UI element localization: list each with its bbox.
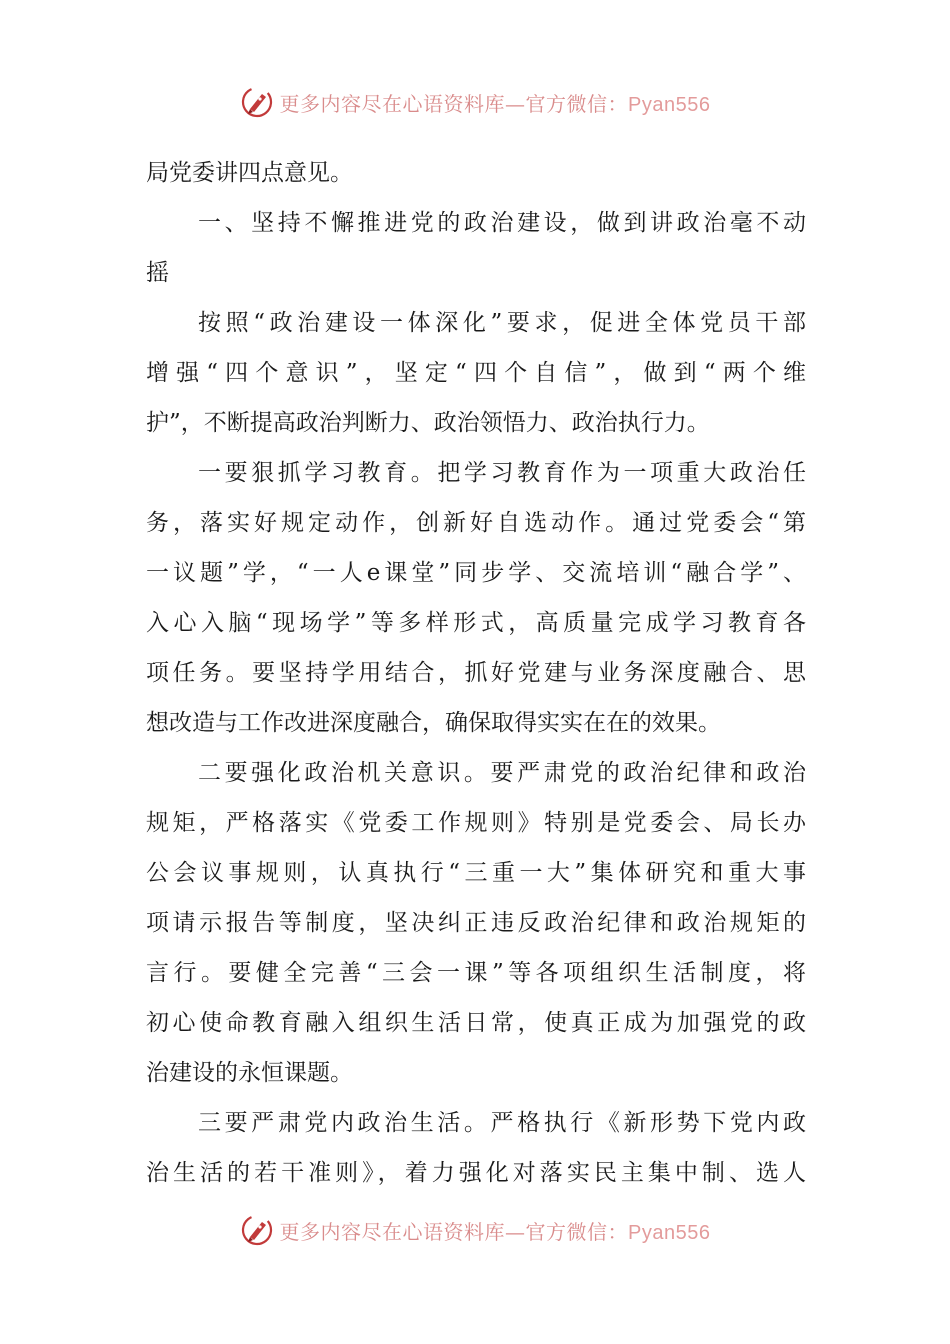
footer-watermark	[0, 1210, 950, 1250]
pen-nib-logo-icon	[240, 85, 274, 119]
text-line-content: 一议题”学，“一人e课堂”同步学、交流培训“融合学”、	[146, 560, 806, 586]
watermark-text: 更多内容尽在心语资料库—官方微信：Pyan556	[279, 91, 711, 116]
text-line-content: 项任务。要坚持学用结合，抓好党建与业务深度融合、思	[146, 660, 806, 686]
text-line-content: 一、坚持不懈推进党的政治建设，做到讲政治毫不动	[198, 210, 806, 236]
watermark-text: 更多内容尽在心语资料库—官方微信：Pyan556	[279, 1219, 711, 1244]
text-line	[146, 798, 806, 848]
text-line-content: 想改造与工作改进深度融合，确保取得实实在在的效果。	[146, 710, 721, 736]
text-line	[146, 498, 806, 548]
text-line-content: 一要狠抓学习教育。把学习教育作为一项重大政治任	[198, 460, 806, 486]
text-line-content: 三要严肃党内政治生活。严格执行《新形势下党内政	[198, 1110, 806, 1136]
text-line	[146, 998, 806, 1048]
text-line	[146, 848, 806, 898]
text-line	[146, 298, 806, 348]
text-line	[146, 448, 806, 498]
text-line-content: 摇	[146, 260, 169, 286]
text-line	[146, 148, 806, 198]
text-line-content: 局党委讲四点意见。	[146, 160, 353, 186]
document-body	[146, 148, 806, 1198]
text-line	[146, 1048, 806, 1098]
text-line	[146, 198, 806, 248]
text-line-content: 按照“政治建设一体深化”要求，促进全体党员干部	[198, 310, 806, 336]
text-line-content: 护”，不断提高政治判断力、政治领悟力、政治执行力。	[146, 410, 710, 436]
text-line	[146, 548, 806, 598]
text-line	[146, 898, 806, 948]
text-line-content: 公会议事规则，认真执行“三重一大”集体研究和重大事	[146, 860, 806, 886]
text-line	[146, 398, 806, 448]
text-line-content: 规矩，严格落实《党委工作规则》特别是党委会、局长办	[146, 810, 806, 836]
text-line	[146, 348, 806, 398]
text-line	[146, 1098, 806, 1148]
text-line-content: 初心使命教育融入组织生活日常，使真正成为加强党的政	[146, 1010, 806, 1036]
pen-nib-logo-icon	[240, 1213, 274, 1247]
header-watermark	[0, 82, 950, 122]
text-line-content: 入心入脑“现场学”等多样形式，高质量完成学习教育各	[146, 610, 806, 636]
text-line	[146, 948, 806, 998]
text-line-content: 增强“四个意识”，坚定“四个自信”，做到“两个维	[146, 360, 806, 386]
text-line	[146, 248, 806, 298]
text-line	[146, 748, 806, 798]
text-line	[146, 1148, 806, 1198]
text-line	[146, 648, 806, 698]
text-line	[146, 698, 806, 748]
text-line-content: 项请示报告等制度，坚决纠正违反政治纪律和政治规矩的	[146, 910, 806, 936]
text-line-content: 治生活的若干准则》，着力强化对落实民主集中制、选人	[146, 1160, 806, 1186]
text-line-content: 治建设的永恒课题。	[146, 1060, 353, 1086]
text-line-content: 言行。要健全完善“三会一课”等各项组织生活制度，将	[146, 960, 806, 986]
text-line	[146, 598, 806, 648]
text-line-content: 二要强化政治机关意识。要严肃党的政治纪律和政治	[198, 760, 806, 786]
text-line-content: 务，落实好规定动作，创新好自选动作。通过党委会“第	[146, 510, 806, 536]
